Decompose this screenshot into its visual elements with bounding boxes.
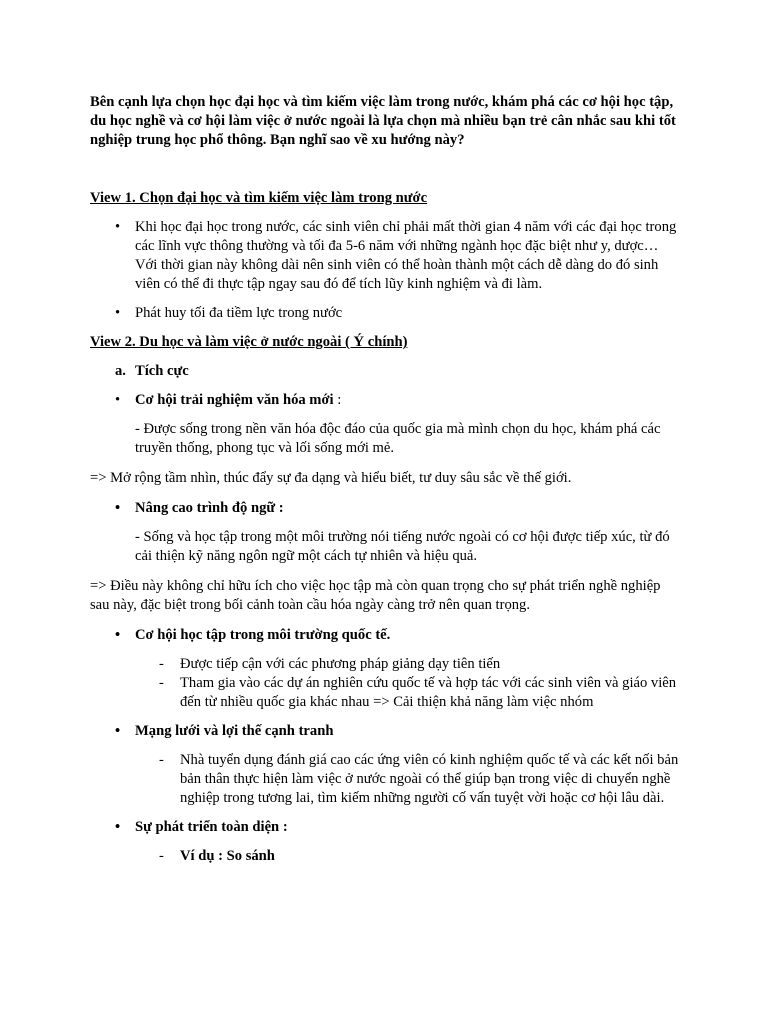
culture-title: Cơ hội trải nghiệm văn hóa mới xyxy=(135,392,334,408)
list-item xyxy=(90,626,682,645)
list-item xyxy=(90,362,682,381)
international-item: Được tiếp cận với các phương pháp giảng dạy tiên tiến xyxy=(180,656,501,672)
document-body xyxy=(90,93,682,866)
dash-marker: - xyxy=(159,656,164,672)
list-item xyxy=(90,674,682,712)
bullet-marker: • xyxy=(115,392,121,408)
view1-bullet-text: Phát huy tối đa tiềm lực trong nước xyxy=(135,305,343,321)
language-detail: - Sống và học tập trong một môi trường nói tiếng nước ngoài có cơ hội được tiếp xúc, từ đó cải thiện kỹ năng ngôn ngữ một cách tự nhiên và hiệu quả. xyxy=(135,529,670,564)
list-item xyxy=(90,218,682,294)
intro-paragraph: Bên cạnh lựa chọn học đại học và tìm kiếm việc làm trong nước, khám phá các cơ hội học tập, du học nghề và cơ hội làm việc ở nước ngoài là lựa chọn mà nhiều bạn trẻ cân nhắc sau khi tốt nghiệp trung học phổ thông. Bạn nghĩ sao về xu hướng này? xyxy=(90,94,676,148)
bullet-marker: • xyxy=(115,723,121,739)
culture-conclusion: => Mở rộng tầm nhìn, thúc đẩy sự đa dạng và hiểu biết, tư duy sâu sắc về thế giới. xyxy=(90,470,572,486)
bullet-marker: • xyxy=(115,500,121,516)
culture-colon: : xyxy=(333,392,342,408)
view2-heading: View 2. Du học và làm việc ở nước ngoài ( Ý chính) xyxy=(90,334,408,350)
list-item xyxy=(90,847,682,866)
letter-marker: a. xyxy=(115,363,126,379)
list-item xyxy=(90,655,682,674)
dash-marker: - xyxy=(159,752,164,768)
list-item xyxy=(90,818,682,837)
international-title: Cơ hội học tập trong môi trường quốc tế. xyxy=(135,627,391,643)
language-title: Nâng cao trình độ ngữ : xyxy=(135,500,284,516)
dash-marker: - xyxy=(159,848,164,864)
language-conclusion: => Điều này không chỉ hữu ích cho việc học tập mà còn quan trọng cho sự phát triển nghề nghiệp sau này, đặc biệt trong bối cảnh toàn cầu hóa ngày càng trở nên quan trọng. xyxy=(90,578,661,613)
development-title: Sự phát triển toàn diện : xyxy=(135,819,288,835)
list-item xyxy=(90,751,682,808)
bullet-marker: • xyxy=(115,305,121,321)
bullet-marker: • xyxy=(115,627,121,643)
development-item: Ví dụ : So sánh xyxy=(180,848,275,864)
list-item xyxy=(90,304,682,323)
bullet-marker: • xyxy=(115,219,121,235)
list-item xyxy=(90,391,682,410)
network-title: Mạng lưới và lợi thế cạnh tranh xyxy=(135,723,334,739)
list-item xyxy=(90,499,682,518)
bullet-marker: • xyxy=(115,819,121,835)
list-item xyxy=(90,722,682,741)
section-label: Tích cực xyxy=(135,363,189,379)
culture-detail: - Được sống trong nền văn hóa độc đáo của quốc gia mà mình chọn du học, khám phá các truyền thống, phong tục và lối sống mới mẻ. xyxy=(135,421,661,456)
network-item: Nhà tuyển dụng đánh giá cao các ứng viên có kinh nghiệm quốc tế và các kết nối bản bản thân thực hiện làm việc ở nước ngoài có thể giúp bạn trong việc di chuyển nghề nghiệp trong tương lai, tìm kiếm những người cố vấn tuyệt vời hoặc cơ hội lâu dài. xyxy=(180,752,679,806)
dash-marker: - xyxy=(159,675,164,691)
view1-bullet-text: Khi học đại học trong nước, các sinh viên chỉ phải mất thời gian 4 năm với các đại học trong các lĩnh vực thông thường và tối đa 5-6 năm với những ngành học đặc biệt như y, dược… Với thời gian này không dài nên sinh viên có thể hoàn thành một cách dễ dàng do đó sinh viên có thể đi thực tập ngay sau đó để tích lũy kinh nghiệm và đi làm. xyxy=(135,219,677,292)
view1-heading: View 1. Chọn đại học và tìm kiếm việc làm trong nước xyxy=(90,190,428,206)
international-item: Tham gia vào các dự án nghiên cứu quốc tế và hợp tác với các sinh viên và giáo viên đến từ nhiều quốc gia khác nhau => Cải thiện khả năng làm việc nhóm xyxy=(180,675,677,710)
